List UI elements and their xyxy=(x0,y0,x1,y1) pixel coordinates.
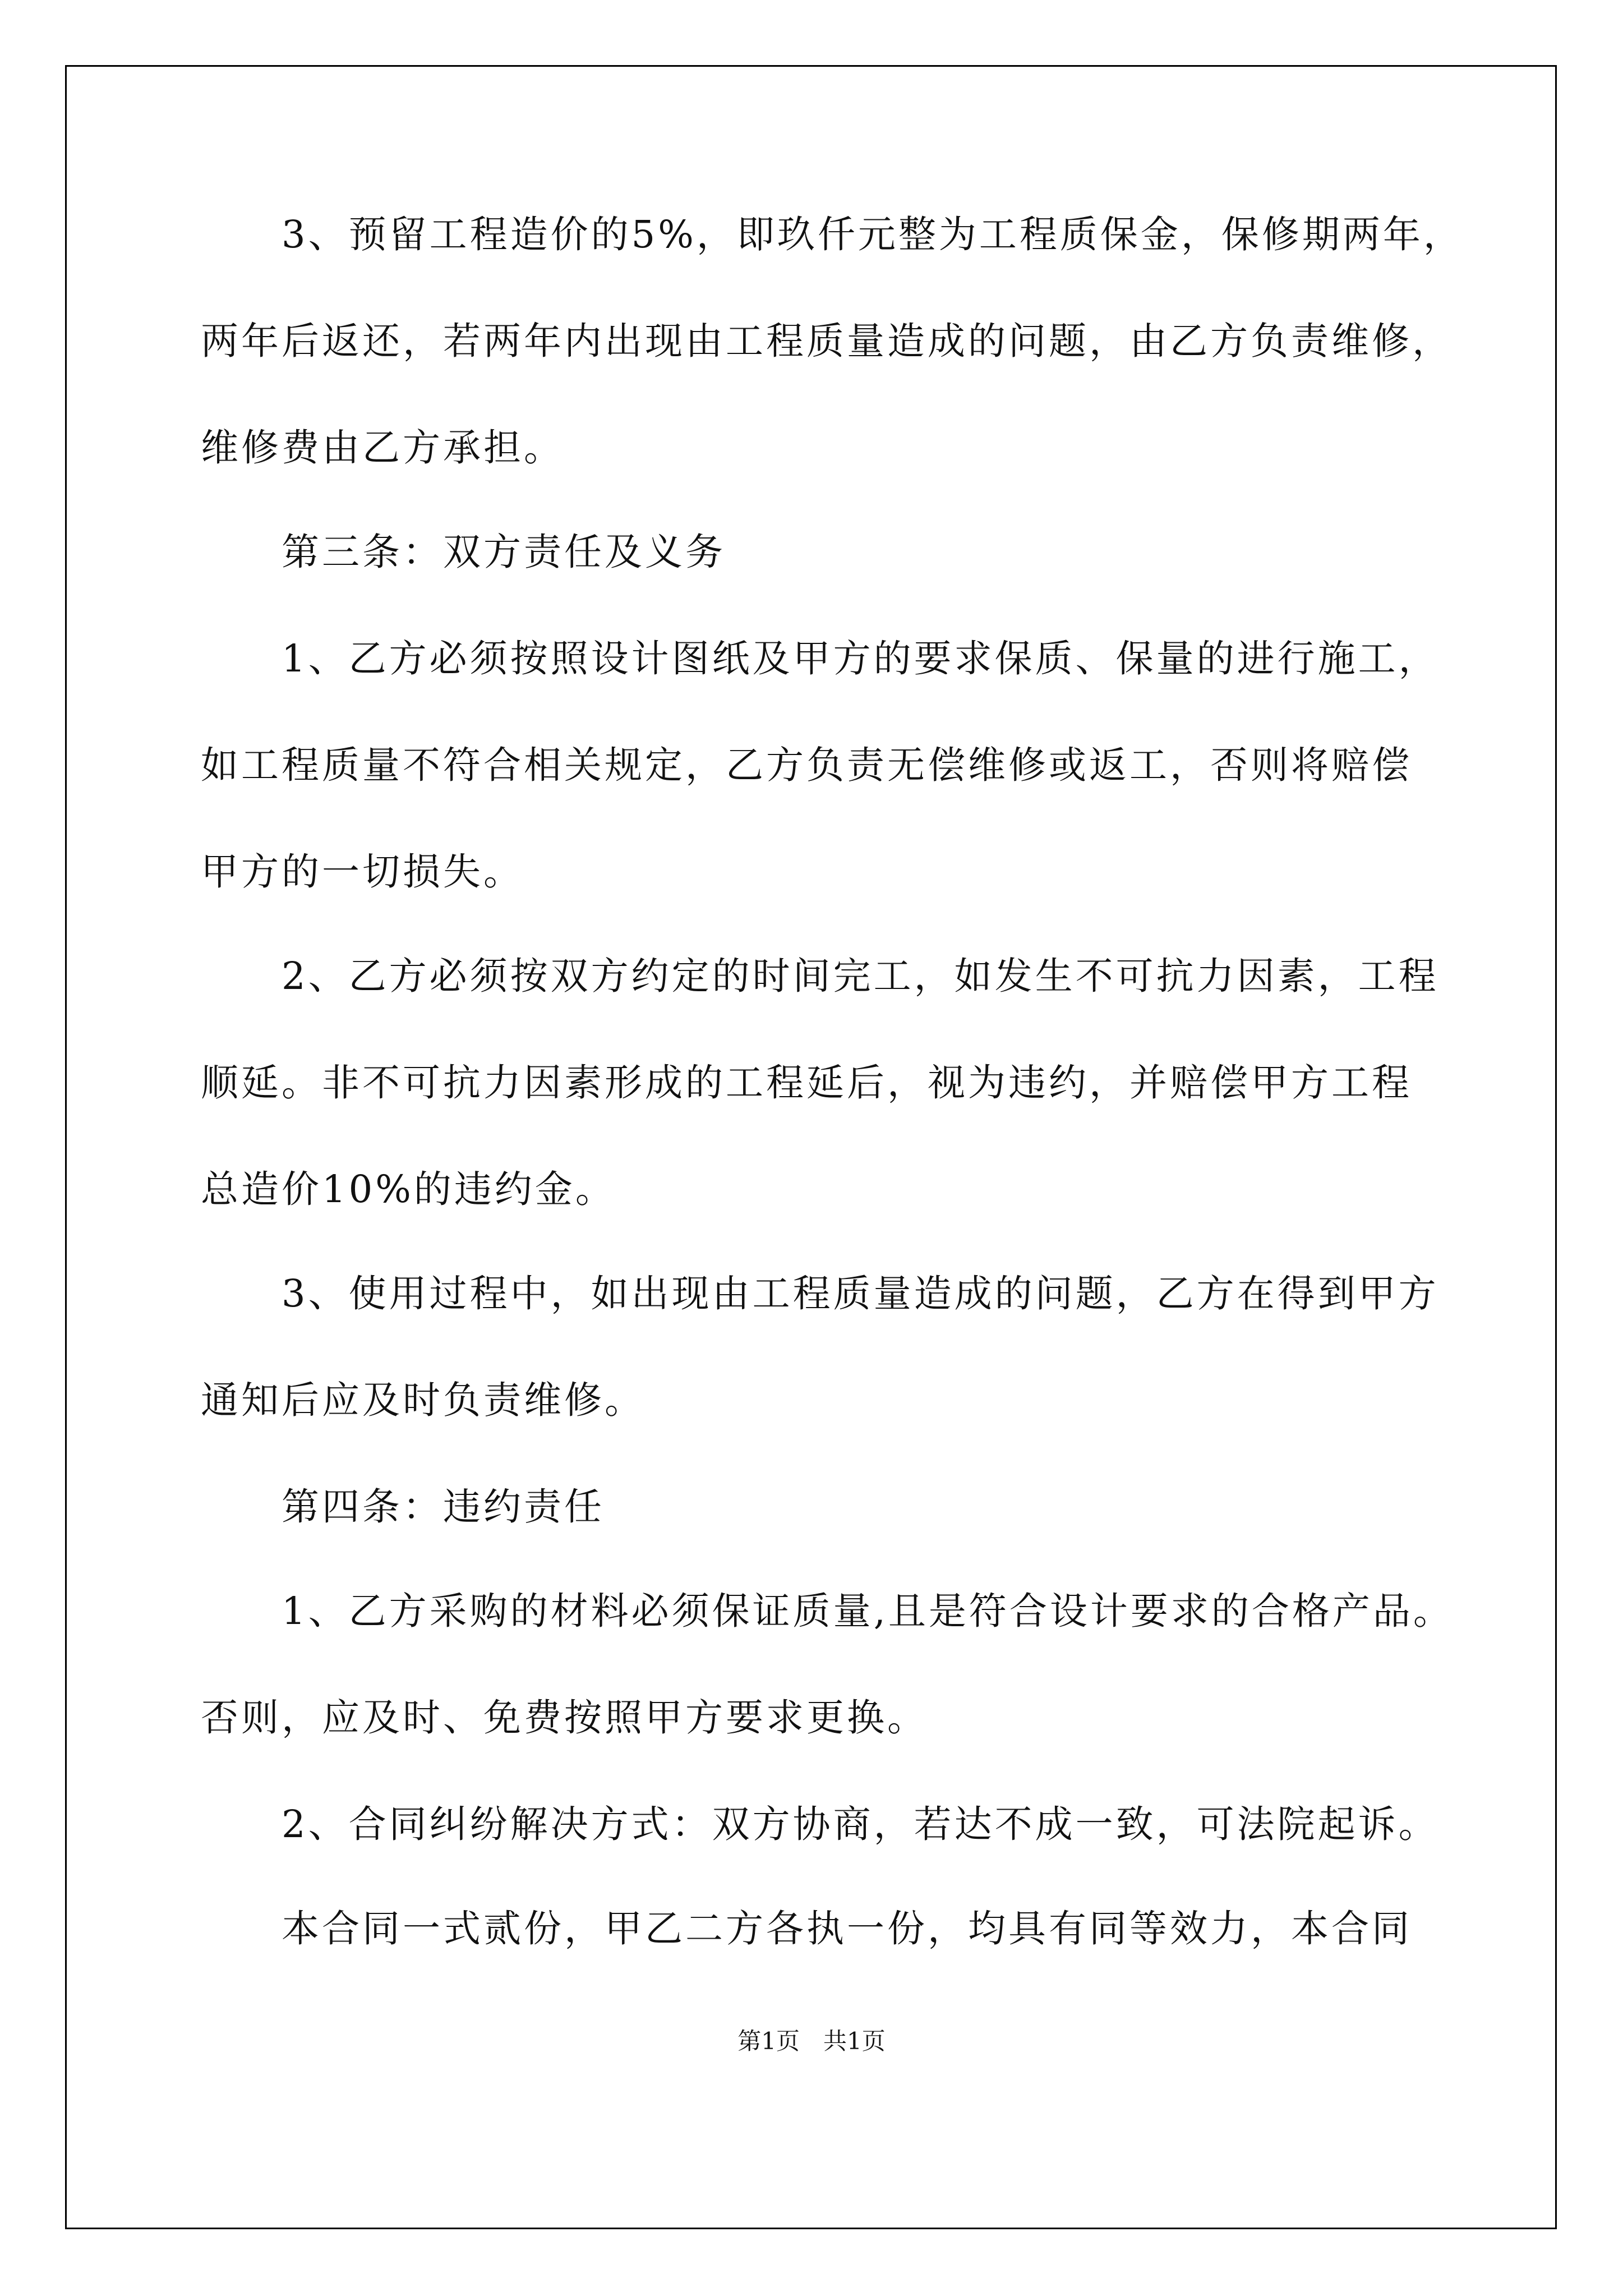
text-line: 3、预留工程造价的5%，即玖仟元整为工程质保金，保修期两年， xyxy=(201,213,1464,256)
text-line: 1、乙方必须按照设计图纸及甲方的要求保质、保量的进行施工， xyxy=(201,637,1439,680)
text-line: 否则，应及时、免费按照甲方要求更换。 xyxy=(201,1696,928,1740)
text-line: 总造价10%的违约金。 xyxy=(201,1167,616,1211)
page-border xyxy=(65,65,1557,2229)
text-line: 3、使用过程中，如出现由工程质量造成的问题，乙方在得到甲方 xyxy=(201,1272,1439,1315)
text-line: 通知后应及时负责维修。 xyxy=(201,1378,645,1422)
section-heading: 第三条：双方责任及义务 xyxy=(201,530,726,574)
text-line: 顺延。非不可抗力因素形成的工程延后，视为违约，并赔偿甲方工程 xyxy=(201,1061,1412,1105)
text-line: 两年后返还，若两年内出现由工程质量造成的问题，由乙方负责维修， xyxy=(201,319,1453,363)
text-line: 2、乙方必须按双方约定的时间完工，如发生不可抗力因素，工程 xyxy=(201,954,1439,998)
page-number-footer: 第1页 共1页 xyxy=(737,2027,886,2055)
section-heading: 第四条：违约责任 xyxy=(201,1485,605,1529)
text-line: 甲方的一切损失。 xyxy=(201,850,524,894)
text-line: 维修费由乙方承担。 xyxy=(201,426,564,470)
text-line: 如工程质量不符合相关规定，乙方负责无偿维修或返工，否则将赔偿 xyxy=(201,743,1412,787)
text-line: 1、乙方采购的材料必须保证质量,且是符合设计要求的合格产品。 xyxy=(201,1589,1454,1633)
text-line: 2、合同纠纷解决方式：双方协商，若达不成一致，可法院起诉。 xyxy=(201,1802,1439,1846)
text-line: 本合同一式贰份，甲乙二方各执一份，均具有同等效力，本合同 xyxy=(201,1907,1412,1950)
